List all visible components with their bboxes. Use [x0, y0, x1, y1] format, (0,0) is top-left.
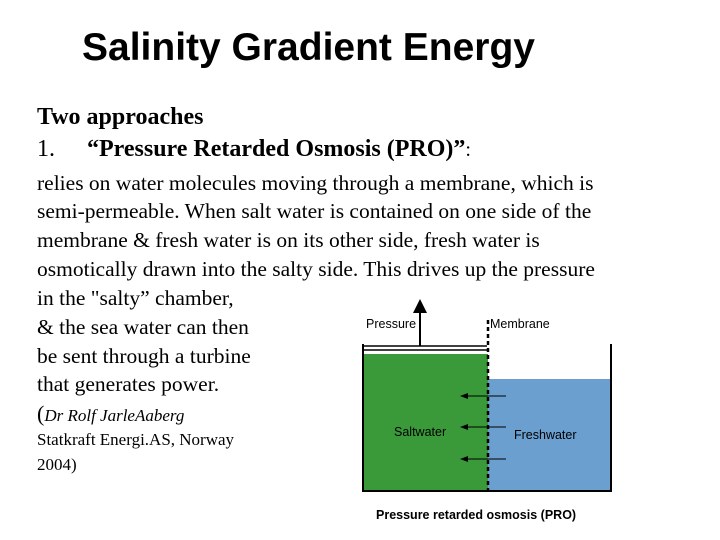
citation-author-name: Dr Rolf JarleAaberg — [44, 406, 185, 425]
pressure-label: Pressure — [366, 317, 417, 331]
approach-number: 1. — [37, 136, 55, 162]
description-line: in the "salty” chamber, — [37, 286, 234, 310]
description-line: relies on water molecules moving through a membrane, which is — [37, 171, 594, 195]
approach-colon: : — [465, 139, 471, 161]
description-line: that generates power. — [37, 372, 220, 396]
description-line: be sent through a turbine — [37, 344, 251, 368]
description-line: semi-permeable. When salt water is contained on one side of the — [37, 199, 592, 223]
freshwater-label: Freshwater — [514, 428, 577, 442]
section-heading: Two approaches — [37, 104, 204, 130]
slide-title: Salinity Gradient Energy — [82, 26, 535, 69]
description-line: osmotically drawn into the salty side. This drives up the pressure — [37, 257, 595, 281]
description-line: & the sea water can then — [37, 315, 249, 339]
saltwater-label: Saltwater — [394, 425, 447, 439]
diagram-caption: Pressure retarded osmosis (PRO) — [376, 508, 577, 522]
citation-org: Statkraft Energi.AS, Norway — [37, 430, 235, 449]
citation-open-paren: ( — [37, 401, 45, 426]
saltwater-region — [364, 354, 488, 490]
citation-year: 2004) — [37, 455, 77, 474]
description-line: membrane & fresh water is on its other side, fresh water is — [37, 228, 540, 252]
membrane-label: Membrane — [490, 317, 550, 331]
pressure-arrow-head — [413, 299, 427, 313]
approach-name: “Pressure Retarded Osmosis (PRO)” — [87, 136, 466, 162]
